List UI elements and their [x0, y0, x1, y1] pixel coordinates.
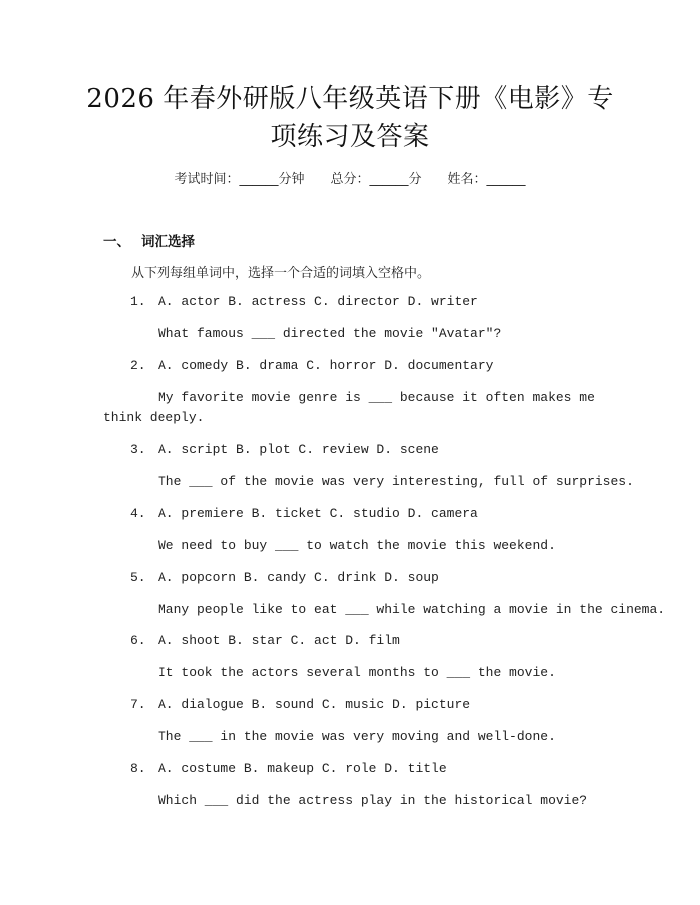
- total-score-field: 总分：______分: [330, 172, 422, 187]
- question-7-options: [130, 697, 470, 712]
- question-8-sentence: Which ___ did the actress play in the historical movie?: [158, 793, 588, 808]
- option-list: A. script B. plot C. review D. scene: [158, 442, 439, 457]
- question-7-sentence: The ___ in the movie was very moving and well-done.: [158, 729, 556, 744]
- question-5-options: [130, 570, 439, 585]
- question-1-sentence: What famous ___ directed the movie "Avatar"?: [158, 326, 502, 341]
- question-5-sentence: Many people like to eat ___ while watching a movie in the cinema.: [158, 602, 666, 617]
- option-list: A. shoot B. star C. act D. film: [158, 633, 400, 648]
- question-number: 2.: [130, 358, 146, 373]
- student-name-field: 姓名：______: [447, 172, 526, 187]
- question-4-options: [130, 506, 478, 521]
- document-title-line-2: 项练习及答案: [270, 122, 430, 152]
- question-6-sentence: It took the actors several months to ___ the movie.: [158, 665, 556, 680]
- question-number: 1.: [130, 294, 146, 309]
- question-1-options: [130, 294, 478, 309]
- question-number: 6.: [130, 633, 146, 648]
- section-heading: [103, 230, 195, 250]
- exam-time-field: 考试时间：______分钟: [174, 172, 305, 187]
- question-3-sentence: The ___ of the movie was very interesting, full of surprises.: [158, 474, 634, 489]
- section-instruction: 从下列每组单词中，选择一个合适的词填入空格中。: [131, 266, 431, 281]
- option-list: A. actor B. actress C. director D. writer: [158, 294, 478, 309]
- question-4-sentence: We need to buy ___ to watch the movie this weekend.: [158, 538, 556, 553]
- option-list: A. dialogue B. sound C. music D. picture: [158, 697, 471, 712]
- question-number: 8.: [130, 761, 146, 776]
- question-number: 4.: [130, 506, 146, 521]
- question-8-options: [130, 761, 447, 776]
- question-number: 3.: [130, 442, 146, 457]
- exam-info-row: [0, 168, 700, 187]
- question-6-options: [130, 633, 400, 648]
- section-title: 词汇选择: [141, 234, 195, 250]
- option-list: A. comedy B. drama C. horror D. documentary: [158, 358, 494, 373]
- option-list: A. costume B. makeup C. role D. title: [158, 761, 447, 776]
- question-2-sentence: My favorite movie genre is ___ because it often makes me think deeply.: [103, 390, 595, 425]
- question-number: 7.: [130, 697, 146, 712]
- document-title-line-1: 2026 年春外研版八年级英语下册《电影》专: [86, 84, 614, 114]
- question-number: 5.: [130, 570, 146, 585]
- question-2-options: [130, 358, 493, 373]
- option-list: A. popcorn B. candy C. drink D. soup: [158, 570, 439, 585]
- question-3-options: [130, 442, 439, 457]
- section-number: 一、: [103, 234, 130, 250]
- option-list: A. premiere B. ticket C. studio D. camera: [158, 506, 478, 521]
